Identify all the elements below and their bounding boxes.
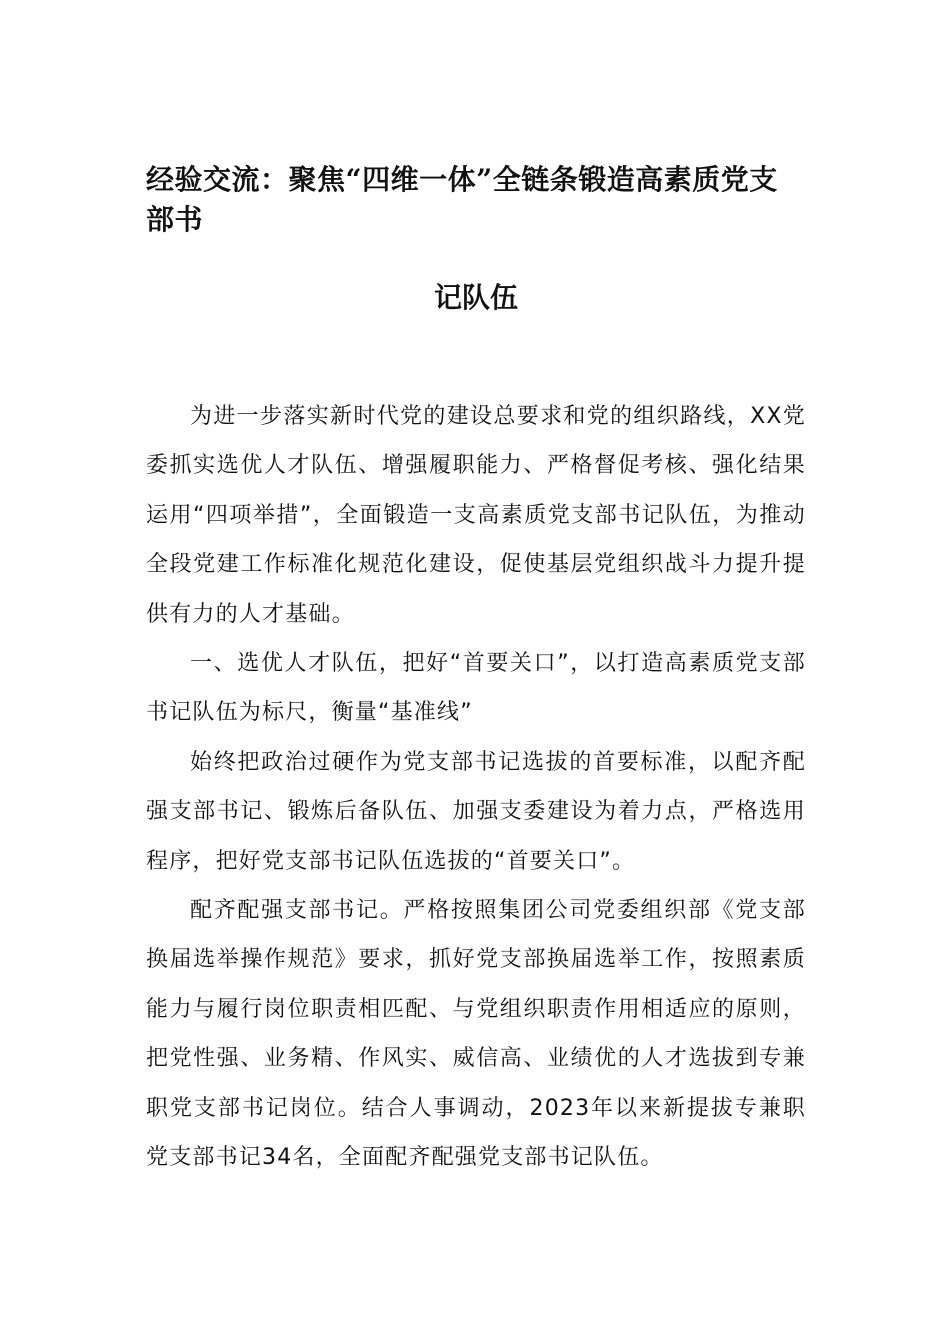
paragraph-staffing: 配齐配强支部书记。严格按照集团公司党委组织部《党支部换届选举操作规范》要求，抓好党支部换届选举工作，按照素质能力与履行岗位职责相匹配、与党组织职责作用相适应的原则，把党性强、业务精、作风实、威信高、业绩优的人才选拔到专兼职党支部书记岗位。结合人事调动，2023年以来新提拔专兼职党支部书记34名，全面配齐配强党支部书记队伍。 <box>146 898 806 1171</box>
document-body <box>146 392 806 1183</box>
document-title-line-2: 记队伍 <box>433 281 518 314</box>
paragraph-selection-standard: 始终把政治过硬作为党支部书记选拔的首要标准，以配齐配强支部书记、锻炼后备队伍、加强支委建设为着力点，严格选用程序，把好党支部书记队伍选拔的“首要关口”。 <box>146 749 806 874</box>
paragraph-section-heading: 一、选优人才队伍，把好“首要关口”，以打造高素质党支部书记队伍为标尺，衡量“基准线” <box>146 651 806 726</box>
document-title-line-1: 经验交流：聚焦“四维一体”全链条锻造高素质党支部书 <box>146 163 778 236</box>
paragraph-intro: 为进一步落实新时代党的建设总要求和党的组织路线，XX党委抓实选优人才队伍、增强履职能力、严格督促考核、强化结果运用“四项举措”，全面锻造一支高素质党支部书记队伍，为推动全段党建工作标准化规范化建设，促使基层党组织战斗力提升提供有力的人才基础。 <box>146 404 806 627</box>
